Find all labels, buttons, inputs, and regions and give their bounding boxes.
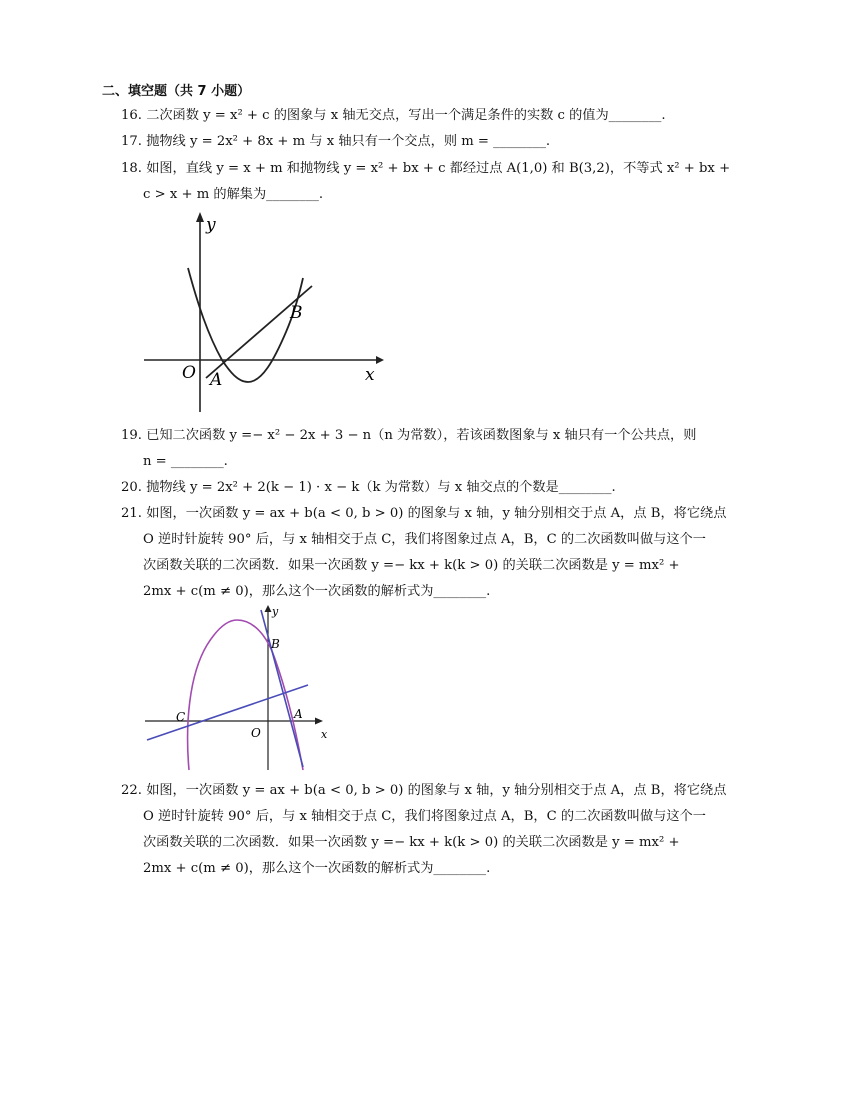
- question-number: 21.: [121, 506, 142, 521]
- question-18-line-2: c > x + m 的解集为________.: [143, 187, 324, 202]
- question-number: 19.: [121, 428, 142, 443]
- point-b-label: B: [271, 637, 280, 651]
- parabola-curve: [188, 620, 303, 770]
- straight-line: [206, 286, 312, 378]
- question-number: 22.: [121, 783, 142, 798]
- parabola-curve: [188, 268, 303, 382]
- point-b-label: B: [290, 303, 303, 323]
- question-text: 抛物线 y = 2x² + 8x + m 与 x 轴只有一个交点，则 m = ________.: [146, 134, 551, 149]
- question-number: 18.: [121, 161, 142, 176]
- question-19-line-2: n = ________.: [143, 454, 228, 469]
- question-text: 如图，直线 y = x + m 和抛物线 y = x² + bx + c 都经过点 A(1,0) 和 B(3,2)，不等式 x² + bx +: [146, 161, 731, 176]
- question-number: 16.: [121, 108, 142, 123]
- figure-21-graph: [145, 605, 330, 773]
- x-axis-label: x: [365, 365, 375, 385]
- y-axis-arrow: [196, 212, 204, 222]
- question-22: [121, 783, 726, 799]
- question-text: 二次函数 y = x² + c 的图象与 x 轴无交点，写出一个满足条件的实数 c 的值为________.: [146, 108, 666, 123]
- question-22-line-4: 2mx + c(m ≠ 0)，那么这个一次函数的解析式为________.: [143, 861, 491, 876]
- x-axis-label: x: [321, 728, 328, 741]
- question-20: [121, 480, 616, 496]
- figure-18-graph: [140, 210, 385, 420]
- point-a-label: A: [294, 707, 303, 721]
- question-text: 抛物线 y = 2x² + 2(k − 1) · x − k（k 为常数）与 x 轴交点的个数是________.: [146, 480, 616, 495]
- question-text: 已知二次函数 y =− x² − 2x + 3 − n（n 为常数），若该函数图象与 x 轴只有一个公共点，则: [146, 428, 697, 443]
- x-axis-arrow: [376, 356, 384, 364]
- question-21-line-2: O 逆时针旋转 90° 后，与 x 轴相交于点 C，我们将图象过点 A，B，C 的二次函数叫做与这个一: [143, 532, 706, 547]
- question-number: 17.: [121, 134, 142, 149]
- section-title: 二、填空题（共 7 小题）: [102, 84, 251, 99]
- question-16: [121, 108, 666, 124]
- x-axis-arrow: [315, 718, 323, 725]
- question-21: [121, 506, 726, 522]
- question-text: 如图，一次函数 y = ax + b(a < 0, b > 0) 的图象与 x 轴，y 轴分别相交于点 A，点 B，将它绕点: [146, 506, 727, 521]
- question-17: [121, 134, 550, 150]
- question-22-line-2: O 逆时针旋转 90° 后，与 x 轴相交于点 C，我们将图象过点 A，B，C 的二次函数叫做与这个一: [143, 809, 706, 824]
- question-number: 20.: [121, 480, 142, 495]
- y-axis-label: y: [206, 215, 216, 235]
- point-a-label: A: [210, 370, 223, 390]
- question-text: 如图，一次函数 y = ax + b(a < 0, b > 0) 的图象与 x 轴，y 轴分别相交于点 A，点 B，将它绕点: [146, 783, 727, 798]
- question-21-line-3: 次函数关联的二次函数．如果一次函数 y =− kx + k(k > 0) 的关联二次函数是 y = mx² +: [143, 558, 680, 573]
- question-22-line-3: 次函数关联的二次函数．如果一次函数 y =− kx + k(k > 0) 的关联二次函数是 y = mx² +: [143, 835, 680, 850]
- question-19: [121, 428, 696, 444]
- origin-label: O: [251, 726, 261, 740]
- point-c-label: C: [176, 710, 186, 724]
- origin-label: O: [182, 363, 196, 383]
- question-18: [121, 161, 730, 177]
- question-21-line-4: 2mx + c(m ≠ 0)，那么这个一次函数的解析式为________.: [143, 584, 491, 599]
- y-axis-label: y: [272, 605, 279, 618]
- y-axis-arrow: [265, 605, 272, 612]
